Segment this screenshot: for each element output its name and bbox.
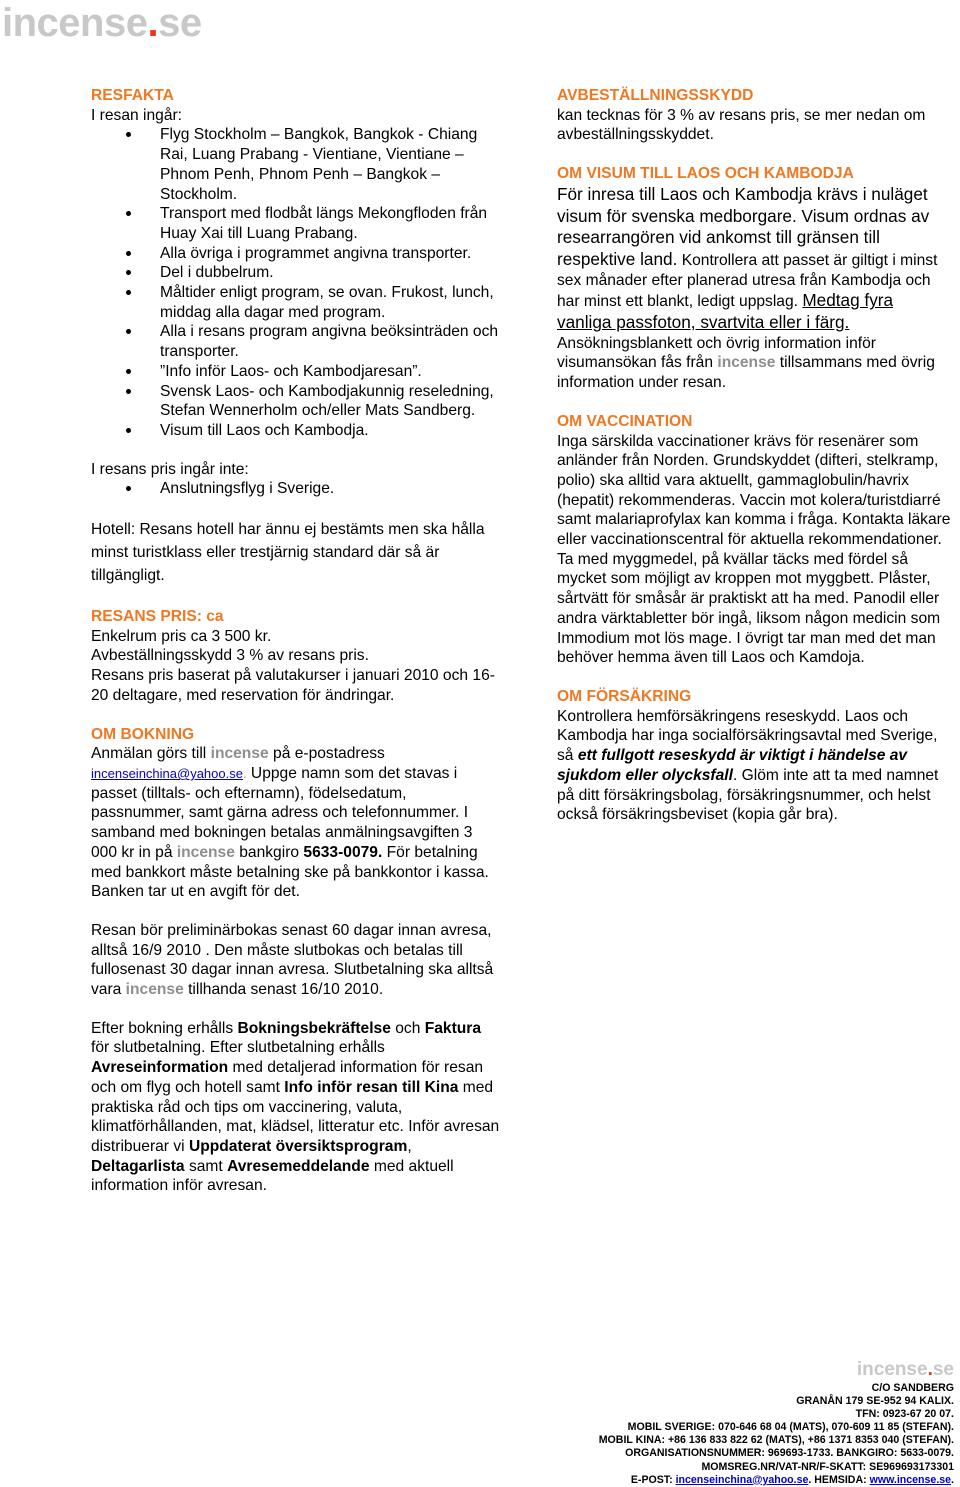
footer-website-link[interactable]: www.incense.se bbox=[869, 1473, 952, 1486]
footer-email-link[interactable]: incenseinchina@yahoo.se bbox=[675, 1473, 809, 1486]
list-item: Anslutningsflyg i Sverige. bbox=[91, 479, 501, 499]
insurance-heading: OM FÖRSÄKRING bbox=[557, 687, 692, 705]
brand-name: incense bbox=[125, 981, 184, 999]
footer-contact bbox=[599, 1358, 954, 1487]
brand-name: incense bbox=[176, 843, 235, 861]
footer-phone: TFN: 0923-67 20 07. bbox=[855, 1408, 954, 1421]
vaccination-text: Inga särskilda vaccinationer krävs för resenärer som anländer från Norden. Grundskyddet (difteri, stelkramp, polio) ska alltid vara aktuellt, gammaglobulin/havrix (hepatit) rekommenderas. Vaccin mot kolera/turistdiarré samt malariaprofylax kan komma i fråga. Kontakta läkare eller vaccinationscentral för aktuella rekommendationer. Ta med myggmedel, på kvällar täcks med fördel så mycket som möjligt av kroppen mot myggbett. Plåster, sårtvätt för småsår är praktiskt att ha med. Panodil eller andra värktabletter bör ingå, liksom någon medicin som Immodium mot lös mage. I övrigt tar man med det man behöver hemma även till Laos och Kamdoja. bbox=[557, 432, 951, 667]
list-item: Alla övriga i programmet angivna transporter. bbox=[91, 244, 501, 264]
footer-address: GRANÅN 179 SE-952 94 KALIX. bbox=[796, 1395, 954, 1408]
cancellation-heading: AVBESTÄLLNINGSSKYDD bbox=[557, 87, 754, 104]
excluded-intro: I resans pris ingår inte: bbox=[91, 460, 249, 478]
visa-text: För inresa till Laos och Kambodja krävs i nuläget visum för svenska medborgare. Visum ordnas av researrangören vid ankomst till gränsen till respektive land. Kontrollera att passet är giltigt i minst sex månader efter planerad utresa från Kambodja och har minst ett blankt, ledigt uppslag. Medtag fyra vanliga passfoton, svartvita eller i färg. Ansökningsblankett och övrig information inför visumansökan fås från incense tillsammans med övrig information under resan. bbox=[557, 183, 938, 392]
bankgiro-number: 5633-0079. bbox=[303, 843, 383, 861]
booking-heading: OM BOKNING bbox=[91, 725, 195, 743]
right-column bbox=[557, 86, 952, 825]
booking-paragraph-3: Efter bokning erhålls Bokningsbekräftelse och Faktura för slutbetalning. Efter slutbetalning erhålls Avreseinformation med detaljerad information för resan och om flyg och hotell samt Info inför resan till Kina med praktiska råd och tips om vaccinering, valuta, klimatförhållanden, mat, klädsel, litteratur etc. Inför avresan distribuerar vi Uppdaterat översiktsprogram, Deltagarlista samt Avresemeddelande med aktuell information inför avresan. bbox=[91, 1019, 500, 1195]
footer-logo: incense.se bbox=[856, 1359, 954, 1380]
list-item: Flyg Stockholm – Bangkok, Bangkok - Chiang Rai, Luang Prabang - Vientiane, Vientiane – Phnom Penh, Phnom Penh – Bangkok – Stockholm. bbox=[91, 125, 501, 204]
footer-co: C/O SANDBERG bbox=[871, 1382, 954, 1394]
incense-logo bbox=[2, 0, 202, 46]
list-item: ”Info inför Laos- och Kambodjaresan”. bbox=[91, 362, 501, 382]
brand-name: incense bbox=[210, 745, 269, 763]
price-basis: Resans pris baserat på valutakurser i januari 2010 och 16-20 deltagare, med reservation för ändringar. bbox=[91, 667, 495, 704]
price-cancel: Avbeställningsskydd 3 % av resans pris. bbox=[91, 647, 369, 665]
price-single: Enkelrum pris ca 3 500 kr. bbox=[91, 627, 272, 645]
resfakta-intro: I resan ingår: bbox=[91, 106, 183, 124]
visa-heading: OM VISUM TILL LAOS OCH KAMBODJA bbox=[557, 165, 854, 183]
email-link[interactable]: incenseinchina@yahoo.se bbox=[91, 765, 243, 781]
list-item: Del i dubbelrum. bbox=[91, 263, 501, 283]
footer-links: E-POST: incenseinchina@yahoo.se. HEMSIDA: www.incense.se. bbox=[630, 1473, 954, 1486]
excluded-list bbox=[91, 479, 501, 499]
footer-org: ORGANISATIONSNUMMER: 969693-1733. BANKGIRO: 5633-0079. bbox=[625, 1447, 954, 1460]
footer-moms: MOMSREG.NR/VAT-NR/F-SKATT: SE969693173301 bbox=[701, 1460, 954, 1473]
resfakta-heading: RESFAKTA bbox=[91, 87, 174, 104]
price-heading: RESANS PRIS: ca bbox=[91, 608, 224, 626]
footer-mobile-sweden: MOBIL SVERIGE: 070-646 68 04 (MATS), 070-609 11 85 (STEFAN). bbox=[627, 1421, 954, 1434]
list-item: Visum till Laos och Kambodja. bbox=[91, 421, 501, 441]
brand-name: incense bbox=[717, 354, 776, 372]
booking-paragraph-1: Anmälan görs till incense på e-postadress incenseinchina@yahoo.se. Uppge namn som det stavas i passet (tilltals- och efternamn), födelsedatum, passnummer, samt gärna adress och telefonnummer. I samband med bokningen betalas anmälningsavgiften 3 000 kr in på incense bankgiro 5633-0079. För betalning med bankkort måste betalning ske på bankkontor i kassa. Banken tar ut en avgift för det. bbox=[91, 745, 489, 901]
insurance-text: Kontrollera hemförsäkringens reseskydd. Laos och Kambodja har inga socialförsäkringsavtal med Sverige, så ett fullgott reseskydd är viktigt i händelse av sjukdom eller olycksfall. Glöm inte att ta med namnet på ditt försäkringsbolag, försäkringsnummer, och helst också försäkringsbeviset (kopia går bra). bbox=[557, 707, 939, 824]
left-column bbox=[91, 86, 501, 1196]
list-item: Svensk Laos- och Kambodjakunnig reseledning, Stefan Wennerholm och/eller Mats Sandberg. bbox=[91, 382, 501, 421]
cancellation-text: kan tecknas för 3 % av resans pris, se mer nedan om avbeställningsskyddet. bbox=[557, 106, 926, 144]
list-item: Alla i resans program angivna beöksinträden och transporter. bbox=[91, 322, 501, 361]
vaccination-heading: OM VACCINATION bbox=[557, 412, 693, 430]
logo-dot: . bbox=[147, 1, 159, 45]
footer-mobile-china: MOBIL KINA: +86 136 833 822 62 (MATS), +86 1371 8353 040 (STEFAN). bbox=[598, 1434, 954, 1447]
logo-tld: se bbox=[158, 1, 202, 45]
included-list bbox=[91, 125, 501, 440]
list-item: Måltider enligt program, se ovan. Frukost, lunch, middag alla dagar med program. bbox=[91, 283, 501, 322]
hotel-text: Hotell: Resans hotell har ännu ej bestämts men ska hålla minst turistklass eller trestjärnig standard där så är tillgängligt. bbox=[91, 521, 485, 585]
logo-text: incense bbox=[2, 1, 148, 45]
list-item: Transport med flodbåt längs Mekongfloden från Huay Xai till Luang Prabang. bbox=[91, 204, 501, 243]
booking-paragraph-2: Resan bör preliminärbokas senast 60 dagar innan avresa, alltså 16/9 2010 . Den måste slutbokas och betalas till fullosenast 30 dagar innan avresa. Slutbetalning ska alltså vara incense tillhanda senast 16/10 2010. bbox=[91, 921, 494, 999]
